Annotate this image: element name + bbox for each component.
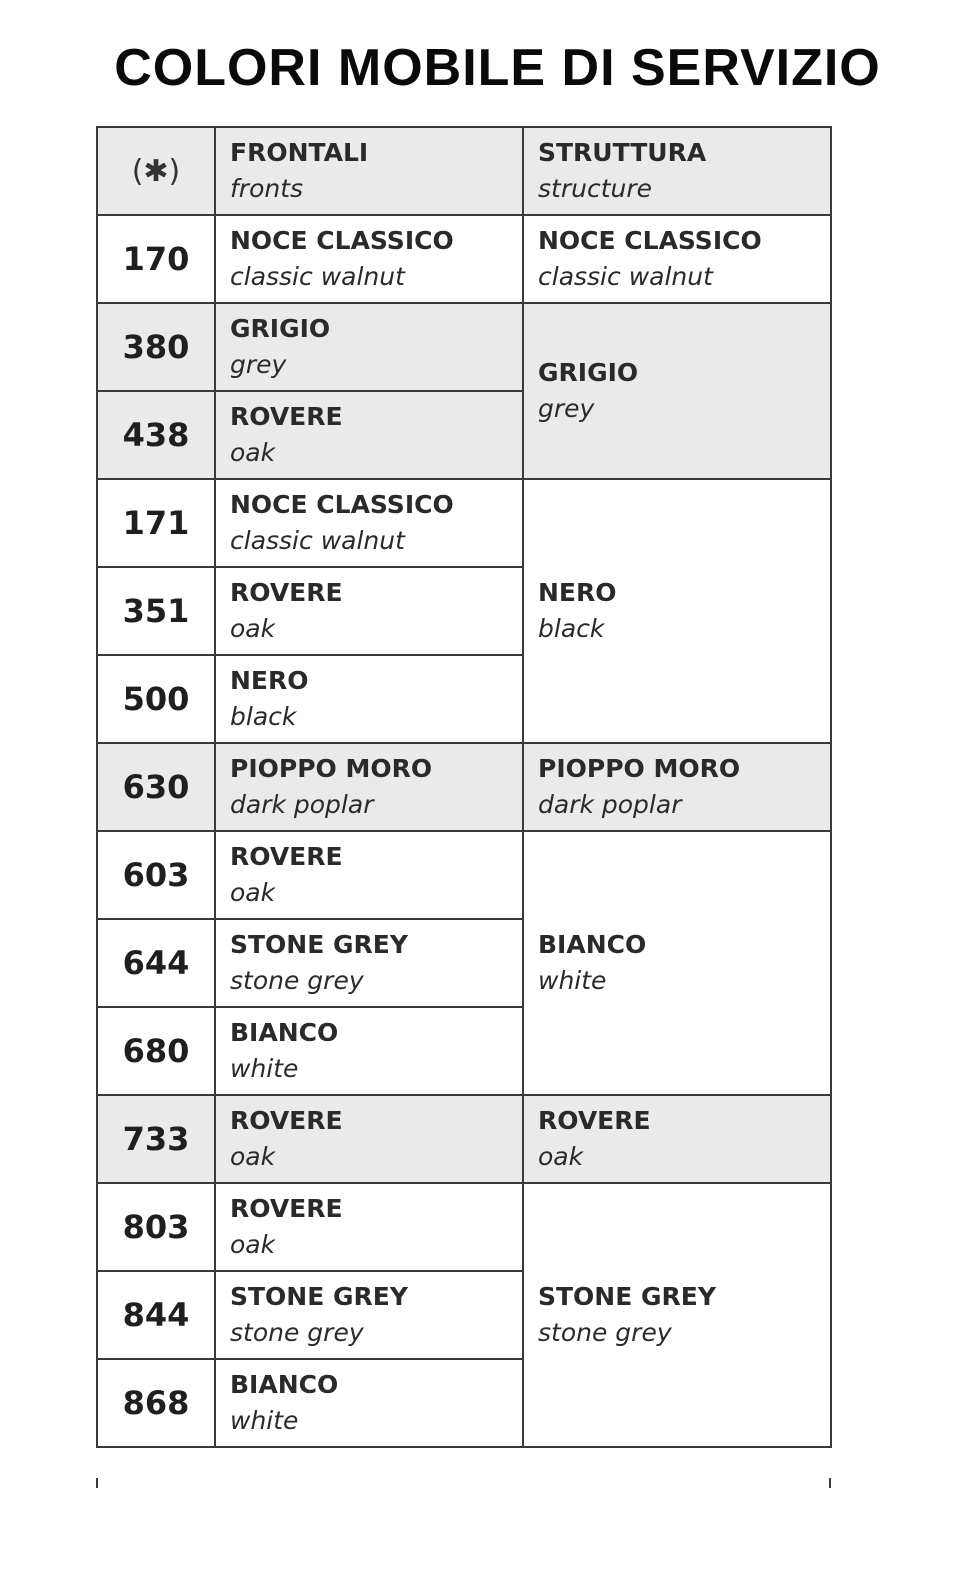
front-it: STONE GREY: [230, 930, 408, 959]
table-row: [97, 1095, 831, 1183]
color-code: 603: [97, 831, 215, 919]
color-code: 351: [97, 567, 215, 655]
page-title: COLORI MOBILE DI SERVIZIO: [114, 39, 881, 97]
front-en: oak: [230, 878, 276, 907]
front-cell: [215, 215, 523, 303]
structure-cell: [523, 743, 831, 831]
structure-header-it: STRUTTURA: [538, 138, 707, 167]
structure-it: NOCE CLASSICO: [538, 226, 762, 255]
color-code: 630: [97, 743, 215, 831]
front-en: classic walnut: [230, 262, 405, 291]
table-row: [97, 743, 831, 831]
table-row: [97, 303, 831, 391]
front-it: PIOPPO MORO: [230, 754, 433, 783]
front-cell: [215, 303, 523, 391]
fronts-header-en: fronts: [230, 174, 304, 203]
color-code: 380: [97, 303, 215, 391]
table-row: [97, 831, 831, 919]
structure-cell: [523, 215, 831, 303]
front-it: STONE GREY: [230, 1282, 408, 1311]
front-it: ROVERE: [230, 1106, 343, 1135]
front-cell: [215, 567, 523, 655]
front-it: BIANCO: [230, 1018, 339, 1047]
front-cell: [215, 1271, 523, 1359]
front-cell: [215, 1183, 523, 1271]
structure-header: [523, 127, 831, 215]
front-en: classic walnut: [230, 526, 405, 555]
front-cell: [215, 655, 523, 743]
front-it: NOCE CLASSICO: [230, 490, 454, 519]
color-code: 438: [97, 391, 215, 479]
table-row: [97, 1183, 831, 1271]
front-cell: [215, 479, 523, 567]
structure-en: stone grey: [538, 1318, 672, 1347]
front-en: white: [230, 1054, 299, 1083]
structure-it: GRIGIO: [538, 358, 639, 387]
structure-cell: [523, 479, 831, 743]
structure-en: grey: [538, 394, 595, 423]
front-cell: [215, 1095, 523, 1183]
structure-it: NERO: [538, 578, 617, 607]
table-bottom-rule: [96, 1478, 831, 1488]
front-it: ROVERE: [230, 1194, 343, 1223]
table-header-row: [97, 127, 831, 215]
table-row: [97, 479, 831, 567]
structure-it: BIANCO: [538, 930, 647, 959]
code-header: (✱): [97, 127, 215, 215]
front-en: black: [230, 702, 297, 731]
front-cell: [215, 831, 523, 919]
color-table: [96, 126, 832, 1448]
table-row: [97, 215, 831, 303]
color-code: 868: [97, 1359, 215, 1447]
front-it: ROVERE: [230, 578, 343, 607]
structure-en: black: [538, 614, 605, 643]
front-it: ROVERE: [230, 402, 343, 431]
color-code: 644: [97, 919, 215, 1007]
front-en: oak: [230, 1142, 276, 1171]
front-en: oak: [230, 438, 276, 467]
front-cell: [215, 391, 523, 479]
structure-cell: [523, 1183, 831, 1447]
structure-it: PIOPPO MORO: [538, 754, 741, 783]
front-en: stone grey: [230, 1318, 364, 1347]
front-en: oak: [230, 614, 276, 643]
structure-en: classic walnut: [538, 262, 713, 291]
front-en: stone grey: [230, 966, 364, 995]
fronts-header-it: FRONTALI: [230, 138, 369, 167]
front-en: oak: [230, 1230, 276, 1259]
front-it: GRIGIO: [230, 314, 331, 343]
color-code: 733: [97, 1095, 215, 1183]
front-cell: [215, 743, 523, 831]
structure-it: ROVERE: [538, 1106, 651, 1135]
color-code: 171: [97, 479, 215, 567]
front-en: grey: [230, 350, 287, 379]
structure-en: dark poplar: [538, 790, 682, 819]
front-en: dark poplar: [230, 790, 374, 819]
fronts-header: [215, 127, 523, 215]
front-it: NERO: [230, 666, 309, 695]
structure-header-en: structure: [538, 174, 653, 203]
structure-cell: [523, 303, 831, 479]
front-cell: [215, 919, 523, 1007]
color-code: 680: [97, 1007, 215, 1095]
structure-en: white: [538, 966, 607, 995]
front-it: BIANCO: [230, 1370, 339, 1399]
structure-cell: [523, 831, 831, 1095]
structure-it: STONE GREY: [538, 1282, 716, 1311]
front-en: white: [230, 1406, 299, 1435]
structure-cell: [523, 1095, 831, 1183]
front-cell: [215, 1359, 523, 1447]
color-code: 803: [97, 1183, 215, 1271]
color-code: 500: [97, 655, 215, 743]
front-it: ROVERE: [230, 842, 343, 871]
front-it: NOCE CLASSICO: [230, 226, 454, 255]
color-code: 170: [97, 215, 215, 303]
color-code: 844: [97, 1271, 215, 1359]
structure-en: oak: [538, 1142, 584, 1171]
front-cell: [215, 1007, 523, 1095]
